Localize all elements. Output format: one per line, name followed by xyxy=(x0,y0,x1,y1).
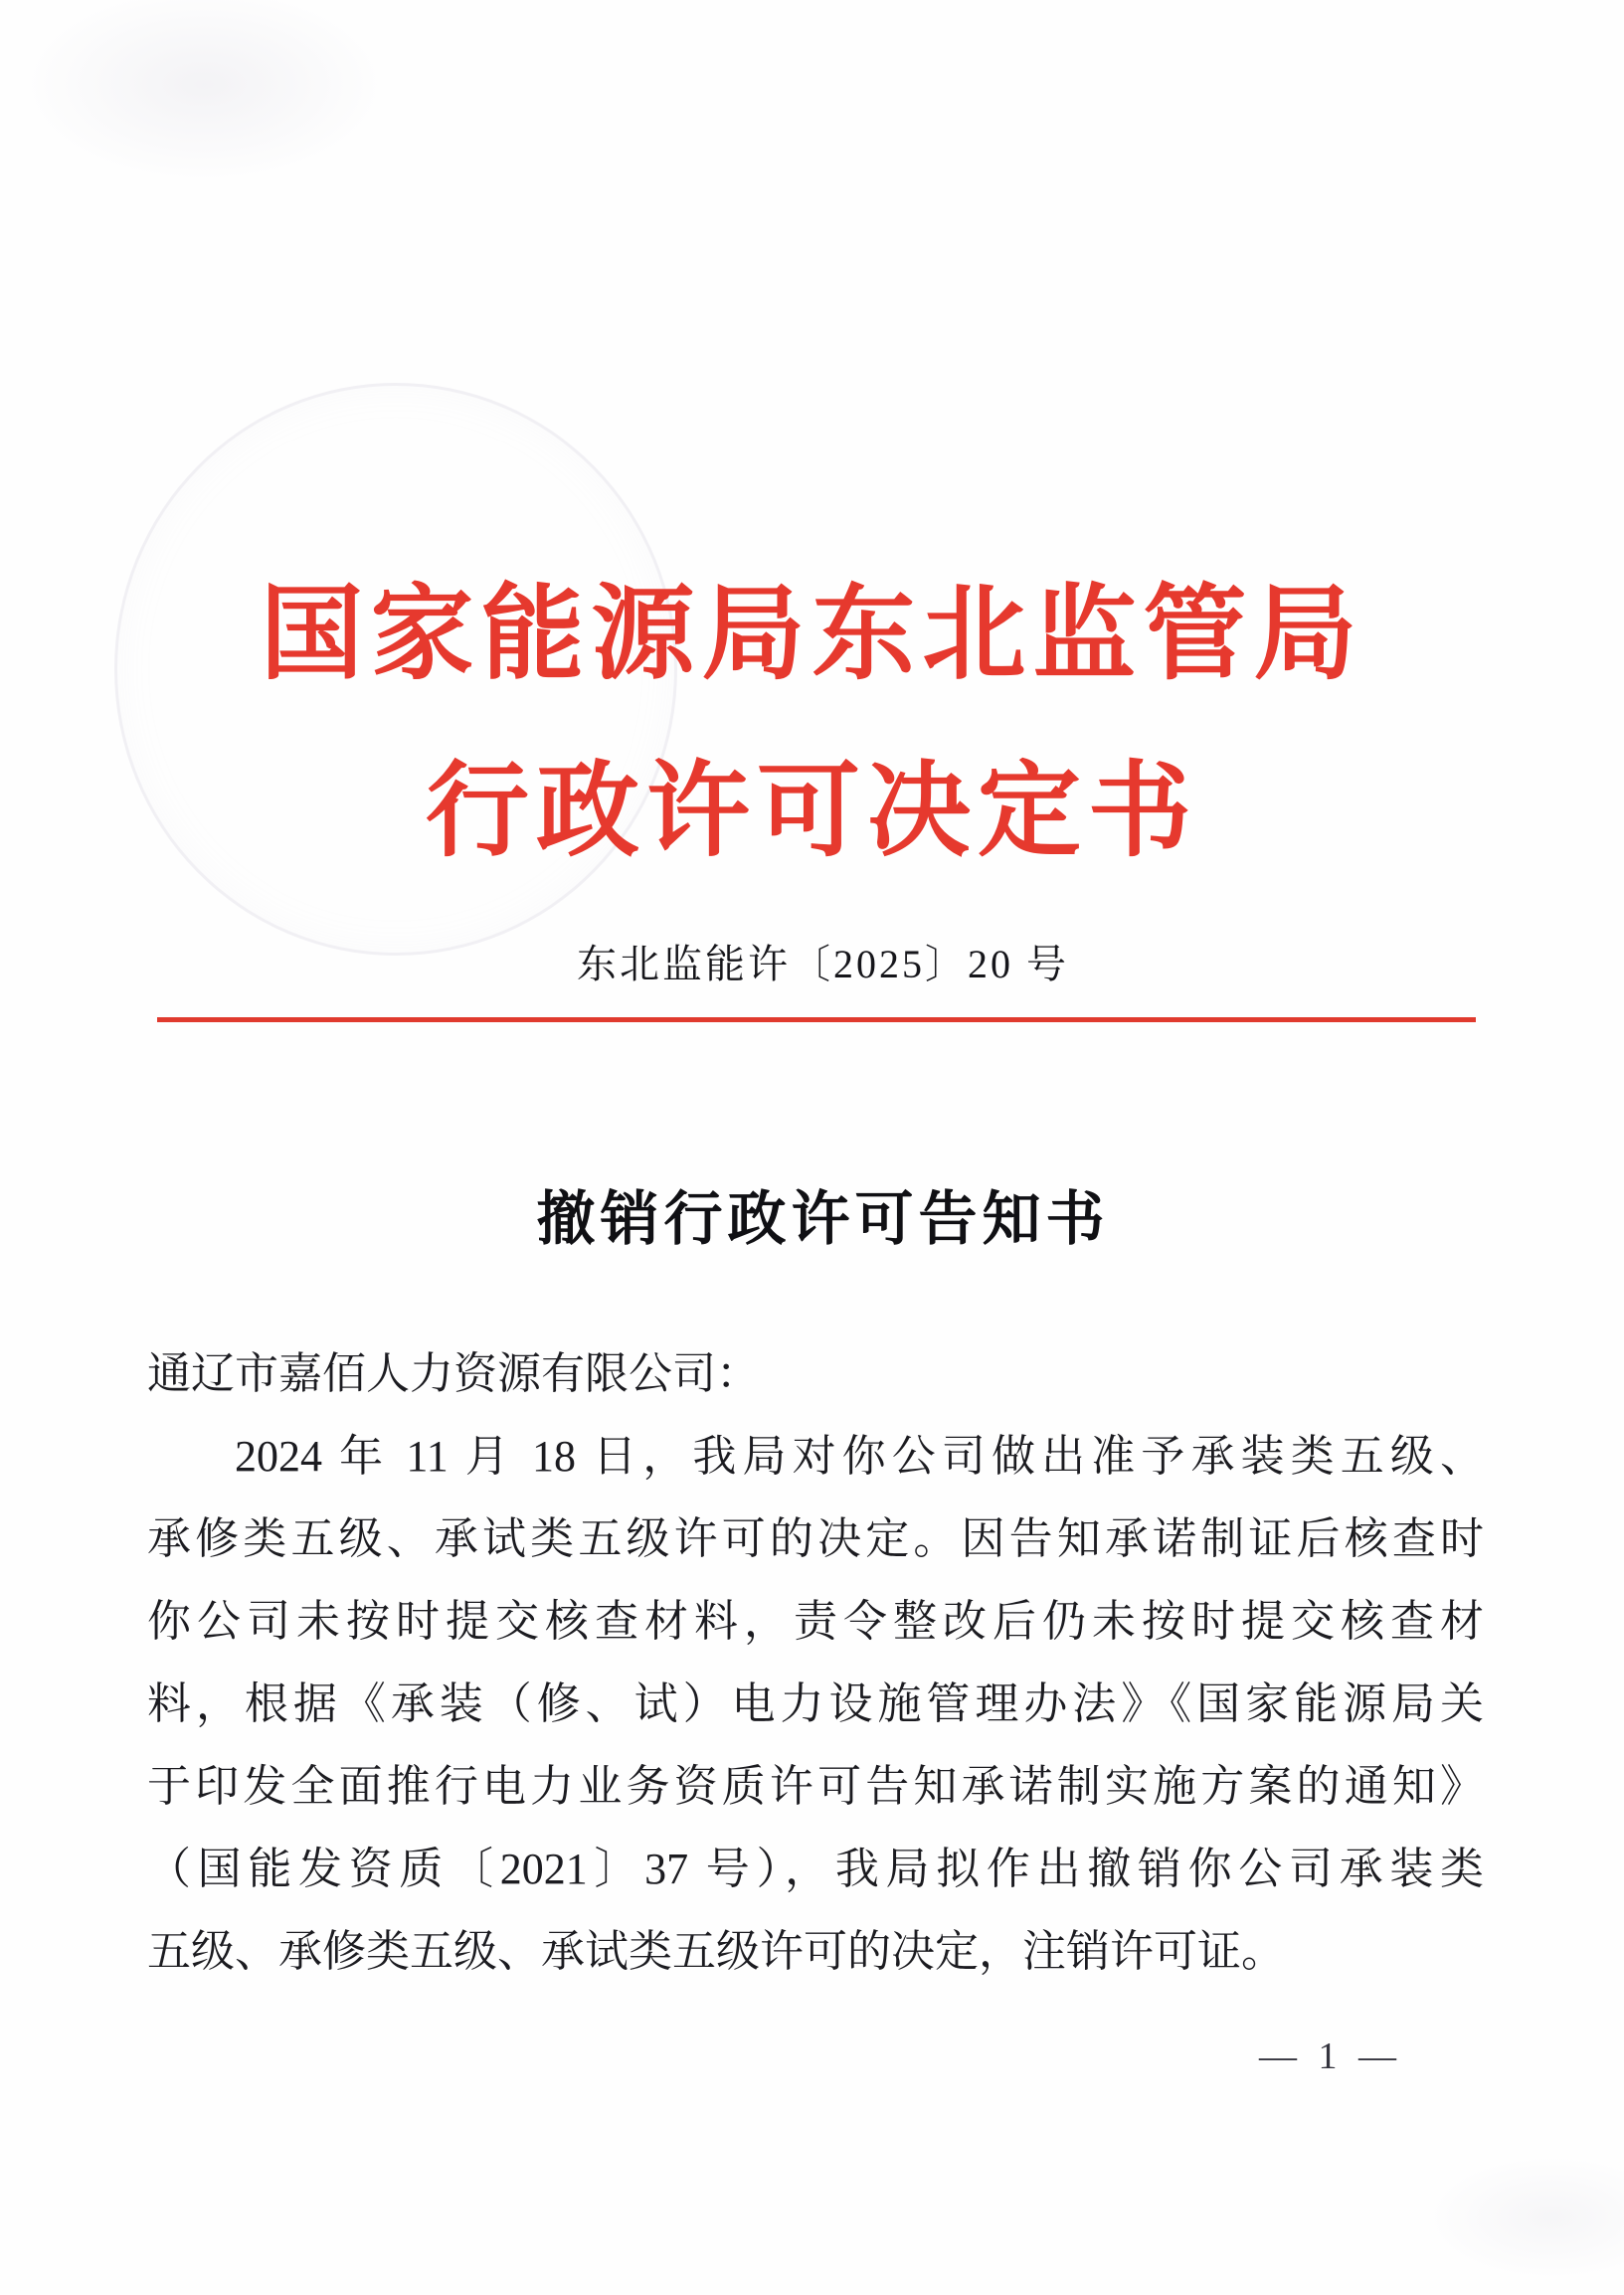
body-line: 2024 年 11 月 18 日，我局对你公司做出准予承装类五级、 xyxy=(235,1432,1484,1481)
recipient-salutation: 通辽市嘉佰人力资源有限公司： xyxy=(147,1349,760,1398)
red-divider xyxy=(157,1017,1476,1022)
notice-body xyxy=(147,1332,1484,1993)
notice-title: 撤销行政许可告知书 xyxy=(536,1186,1110,1252)
agency-title-line1: 国家能源局东北监管局 xyxy=(260,578,1364,692)
body-line: 承修类五级、承试类五级许可的决定。因告知承诺制证后核查时 xyxy=(147,1514,1484,1563)
body-line: 料，根据《承装（修、试）电力设施管理办法》《国家能源局关 xyxy=(147,1679,1484,1728)
body-line: （国能发资质〔2021〕37 号），我局拟作出撤销你公司承装类 xyxy=(147,1845,1484,1893)
agency-title-block xyxy=(70,579,1554,870)
body-line: 五级、承修类五级、承试类五级许可的决定，注销许可证。 xyxy=(147,1927,1285,1976)
body-line: 你公司未按时提交核查材料，责令整改后仍未按时提交核查材 xyxy=(147,1597,1484,1646)
agency-title-line2: 行政许可决定书 xyxy=(425,755,1198,870)
page-number: — 1 — xyxy=(1259,2035,1402,2077)
body-line: 于印发全面推行电力业务资质许可告知承诺制实施方案的通知》 xyxy=(147,1762,1484,1811)
doc-number: 东北监能许〔2025〕20 号 xyxy=(577,942,1069,986)
